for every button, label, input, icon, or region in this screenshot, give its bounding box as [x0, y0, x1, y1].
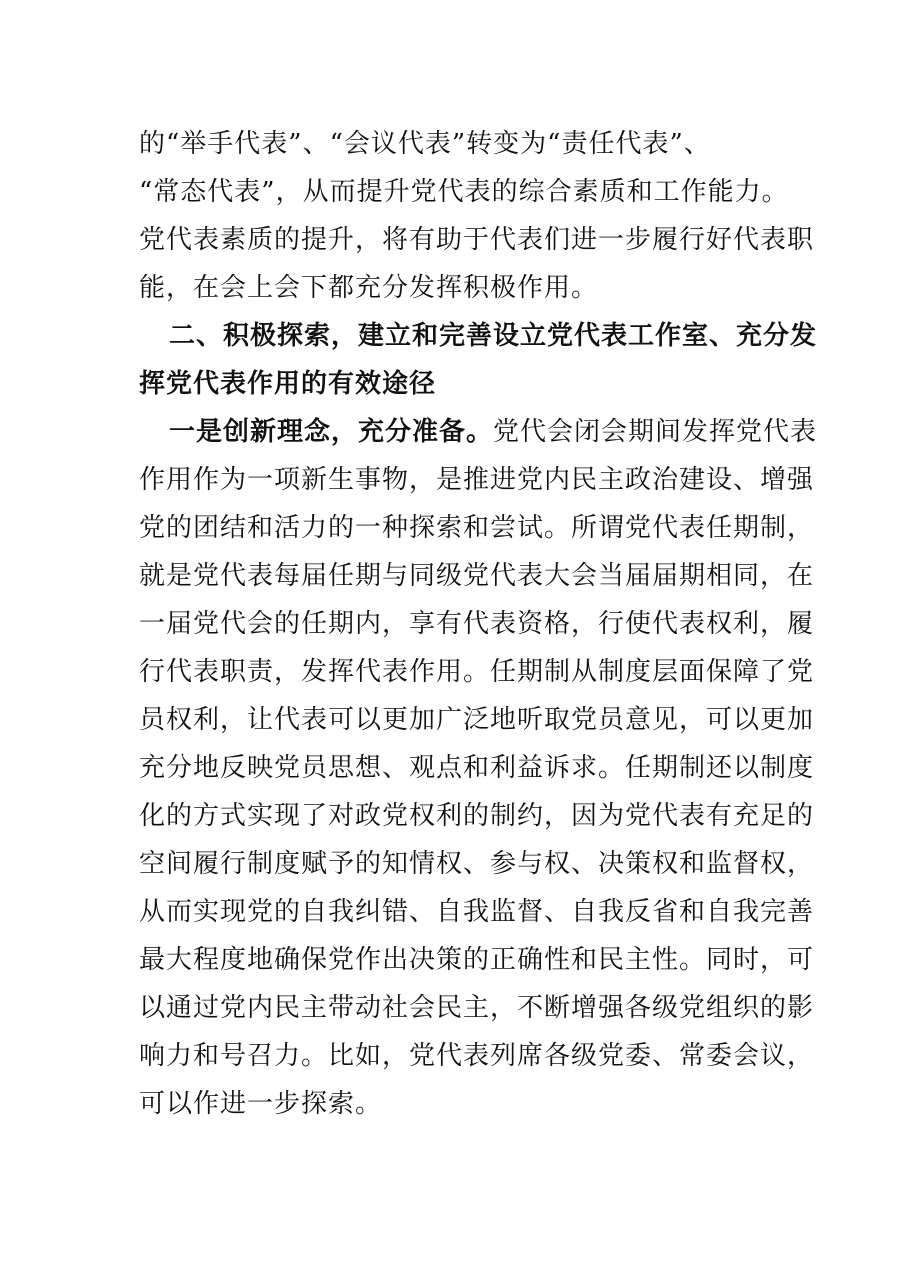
paragraph-line: 作用作为一项新生事物，是推进党内民主政治建设、增强	[139, 465, 815, 495]
paragraph-line: 化的方式实现了对政党权利的制约，因为党代表有充足的	[139, 801, 815, 831]
paragraph-line: 员权利，让代表可以更加广泛地听取党员意见，可以更加	[139, 705, 815, 735]
paragraph-line: 可以作进一步探索。	[139, 1089, 383, 1119]
paragraph-line: 一届党代会的任期内，享有代表资格，行使代表权利，履	[139, 609, 815, 639]
paragraph-line: 行代表职责，发挥代表作用。任期制从制度层面保障了党	[139, 657, 815, 687]
paragraph-line: 能，在会上会下都充分发挥积极作用。	[139, 273, 599, 303]
paragraph-line: 党代表素质的提升，将有助于代表们进一步履行好代表职	[139, 225, 815, 255]
paragraph-first-line-rest: 党代会闭会期间发挥党代表	[493, 417, 818, 447]
paragraph-first-line	[139, 408, 818, 456]
document-body	[139, 120, 818, 1128]
paragraph-line: 就是党代表每届任期与同级党代表大会当届届期相同，在	[139, 561, 815, 591]
paragraph-line: 空间履行制度赋予的知情权、参与权、决策权和监督权，	[139, 849, 815, 879]
paragraph-line: 充分地反映党员思想、观点和利益诉求。任期制还以制度	[139, 753, 815, 783]
paragraph-line: 最大程度地确保党作出决策的正确性和民主性。同时，可	[139, 945, 815, 975]
paragraph-line: 党的团结和活力的一种探索和尝试。所谓党代表任期制，	[139, 513, 815, 543]
paragraph-line: 的“举手代表”、“会议代表”转变为“责任代表”、	[139, 129, 711, 159]
paragraph-line: 以通过党内民主带动社会民主，不断增强各级党组织的影	[139, 993, 815, 1023]
paragraph-line: “常态代表”，从而提升党代表的综合素质和工作能力。	[139, 177, 789, 207]
paragraph-lead-bold: 一是创新理念，充分准备。	[169, 417, 494, 447]
section-heading-line: 二、积极探索，建立和完善设立党代表工作室、充分发	[169, 321, 818, 351]
paragraph-line: 响力和号召力。比如，党代表列席各级党委、常委会议，	[139, 1041, 815, 1071]
section-heading-line: 挥党代表作用的有效途径	[139, 369, 437, 399]
paragraph-line: 从而实现党的自我纠错、自我监督、自我反省和自我完善	[139, 897, 815, 927]
